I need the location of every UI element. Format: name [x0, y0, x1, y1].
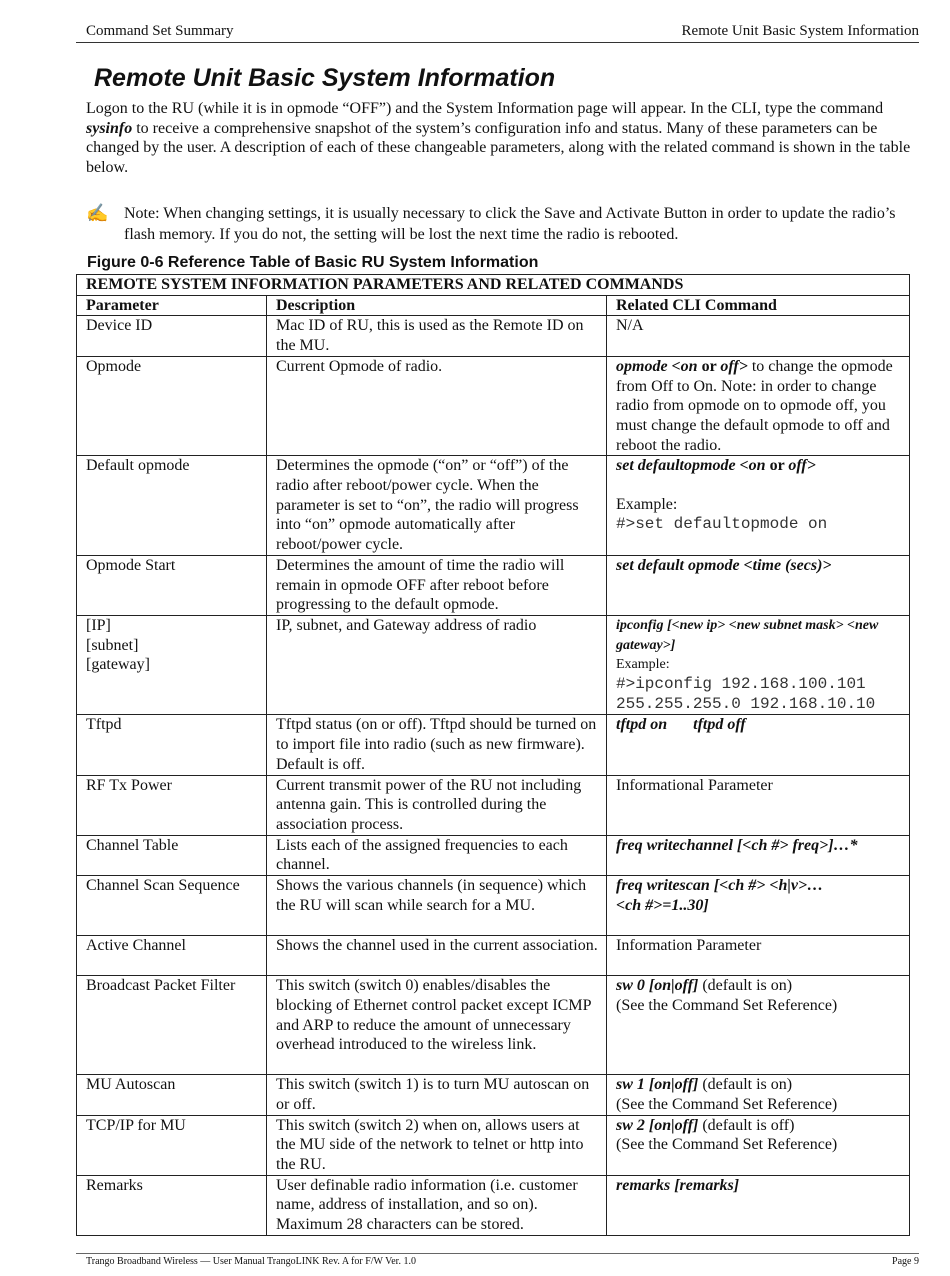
table-row [77, 615, 910, 715]
cmd-note: to change the opmode from Off to On. Note: in order to change radio from opmode on to opmode off, you must change the default opmode to off and reboot the radio. [616, 357, 893, 454]
page-number: Page 9 [892, 1256, 919, 1267]
page-header [76, 22, 919, 43]
writing-hand-icon: ✍ [86, 203, 109, 223]
desc-cell: This switch (switch 1) is to turn MU autoscan on or off. [267, 1075, 607, 1115]
column-header-command: Related CLI Command [607, 295, 910, 316]
cmd-cell [607, 456, 910, 556]
cmd-default: (default is off) [698, 1116, 795, 1134]
table-row [77, 835, 910, 875]
param-cell: Channel Table [77, 835, 267, 875]
cmd-cell: Information Parameter [607, 936, 910, 976]
param-cell: Device ID [77, 316, 267, 356]
cmd-cell [607, 976, 910, 1075]
example-label: Example: [616, 657, 670, 673]
figure-caption: Figure 0-6 Reference Table of Basic RU System Information [87, 254, 539, 271]
cmd-or: or [697, 357, 721, 375]
cmd-cell [607, 1075, 910, 1115]
param-line: [gateway] [86, 656, 150, 674]
intro-text-2: to receive a comprehensive snapshot of the system’s configuration info and status. Many of these parameters can be changed by the user. A description of each of these changeable parameters, along with the related command is shown in the table below. [86, 119, 911, 177]
desc-cell: Shows the various channels (in sequence) which the RU will scan while search for a MU. [267, 876, 607, 936]
param-cell: Tftpd [77, 715, 267, 775]
table-row [77, 316, 910, 356]
table-header-row [77, 295, 910, 316]
cmd-cell: set default opmode <time (secs)> [607, 555, 910, 615]
cmd-or: or [765, 457, 789, 475]
table-row [77, 1075, 910, 1115]
cmd-cell [607, 356, 910, 456]
desc-cell: IP, subnet, and Gateway address of radio [267, 615, 607, 715]
desc-cell: Mac ID of RU, this is used as the Remote ID on the MU. [267, 316, 607, 356]
cmd-keyword: opmode <on [616, 357, 698, 375]
cmd-keyword: sw 1 [on|off] [616, 1076, 699, 1094]
table-row [77, 1115, 910, 1175]
reference-table [76, 274, 910, 1236]
table-row [77, 555, 910, 615]
cmd-reference: (See the Command Set Reference) [616, 1095, 838, 1113]
table-row [77, 356, 910, 456]
desc-cell: Lists each of the assigned frequencies to each channel. [267, 835, 607, 875]
example-code: #>ipconfig 192.168.100.101 255.255.255.0 192.168.10.10 [616, 675, 876, 713]
cmd-cell: N/A [607, 316, 910, 356]
cmd-keyword: set defaultopmode <on [616, 457, 766, 475]
param-cell: Active Channel [77, 936, 267, 976]
desc-cell: Current Opmode of radio. [267, 356, 607, 456]
cmd-cell: freq writechannel [<ch #> freq>]…* [607, 835, 910, 875]
cmd-default: (default is on) [698, 1076, 793, 1094]
desc-cell: This switch (switch 2) when on, allows users at the MU side of the network to telnet or http into the RU. [267, 1115, 607, 1175]
table-row [77, 976, 910, 1075]
table-row [77, 456, 910, 556]
cmd-reference: (See the Command Set Reference) [616, 996, 838, 1014]
cmd-cell [607, 615, 910, 715]
column-header-parameter: Parameter [77, 295, 267, 316]
cmd-keyword: tftpd on [616, 716, 668, 734]
cmd-cell [607, 876, 910, 936]
cmd-keyword: sw 2 [on|off] [616, 1116, 699, 1134]
param-cell: Opmode Start [77, 555, 267, 615]
table-row [77, 715, 910, 775]
cmd-keyword: freq writescan [<ch #> <h|v>… [616, 877, 824, 895]
table-row [77, 775, 910, 835]
header-right: Remote Unit Basic System Information [681, 23, 919, 39]
intro-command: sysinfo [86, 119, 133, 137]
cmd-default: (default is on) [698, 977, 793, 995]
param-cell [77, 615, 267, 715]
desc-cell: Determines the opmode (“on” or “off”) of the radio after reboot/power cycle. When the parameter is set to “on”, the radio will progress into “on” opmode automatically after reboot/power cycle. [267, 456, 607, 556]
column-header-description: Description [267, 295, 607, 316]
page-footer [76, 1253, 919, 1267]
param-cell: MU Autoscan [77, 1075, 267, 1115]
note-text: Note: When changing settings, it is usually necessary to click the Save and Activate Button in order to update the radio’s flash memory. If you do not, the setting will be lost the next time the radio is rebooted. [124, 205, 896, 243]
cmd-reference: (See the Command Set Reference) [616, 1136, 838, 1154]
param-cell: TCP/IP for MU [77, 1115, 267, 1175]
cmd-keyword: off> [720, 357, 748, 375]
param-cell: Default opmode [77, 456, 267, 556]
cmd-cell: remarks [remarks] [607, 1175, 910, 1235]
cmd-cell: Informational Parameter [607, 775, 910, 835]
param-line: [subnet] [86, 636, 139, 654]
table-row [77, 936, 910, 976]
table-title: REMOTE SYSTEM INFORMATION PARAMETERS AND RELATED COMMANDS [77, 275, 910, 296]
param-cell: RF Tx Power [77, 775, 267, 835]
page-title: Remote Unit Basic System Information [94, 64, 556, 92]
cmd-keyword: off> [788, 457, 816, 475]
intro-text-1: Logon to the RU (while it is in opmode “OFF”) and the System Information page will appear. In the CLI, type the command [86, 100, 884, 117]
cmd-cell [607, 715, 910, 775]
desc-cell: User definable radio information (i.e. customer name, address of installation, and so on). Maximum 28 characters can be stored. [267, 1175, 607, 1235]
cmd-keyword: tftpd off [693, 716, 746, 734]
cmd-keyword: <ch #>=1..30] [616, 896, 709, 914]
desc-cell: Tftpd status (on or off). Tftpd should be turned on to import file into radio (such as new firmware). Default is off. [267, 715, 607, 775]
param-cell: Opmode [77, 356, 267, 456]
footer-left: Trango Broadband Wireless — User Manual TrangoLINK Rev. A for F/W Ver. 1.0 [86, 1256, 416, 1267]
desc-cell: This switch (switch 0) enables/disables the blocking of Ethernet control packet except ICMP and ARP to reduce the amount of unnecessary overhead introduced to the wireless link. [267, 976, 607, 1075]
desc-cell: Shows the channel used in the current association. [267, 936, 607, 976]
cmd-keyword: sw 0 [on|off] [616, 977, 699, 995]
param-cell: Broadcast Packet Filter [77, 976, 267, 1075]
table-row [77, 876, 910, 936]
cmd-cell [607, 1115, 910, 1175]
param-cell: Remarks [77, 1175, 267, 1235]
desc-cell: Current transmit power of the RU not including antenna gain. This is controlled during the association process. [267, 775, 607, 835]
note [86, 203, 911, 245]
intro-paragraph [86, 99, 911, 178]
table-row [77, 1175, 910, 1235]
desc-cell: Determines the amount of time the radio will remain in opmode OFF after reboot before progressing to the default opmode. [267, 555, 607, 615]
param-cell: Channel Scan Sequence [77, 876, 267, 936]
example-label: Example: [616, 496, 678, 514]
cmd-keyword: ipconfig [<new ip> <new subnet mask> <new gateway>] [616, 617, 879, 653]
header-left: Command Set Summary [86, 23, 234, 39]
example-code: #>set defaultopmode on [616, 514, 828, 533]
param-line: [IP] [86, 616, 111, 634]
